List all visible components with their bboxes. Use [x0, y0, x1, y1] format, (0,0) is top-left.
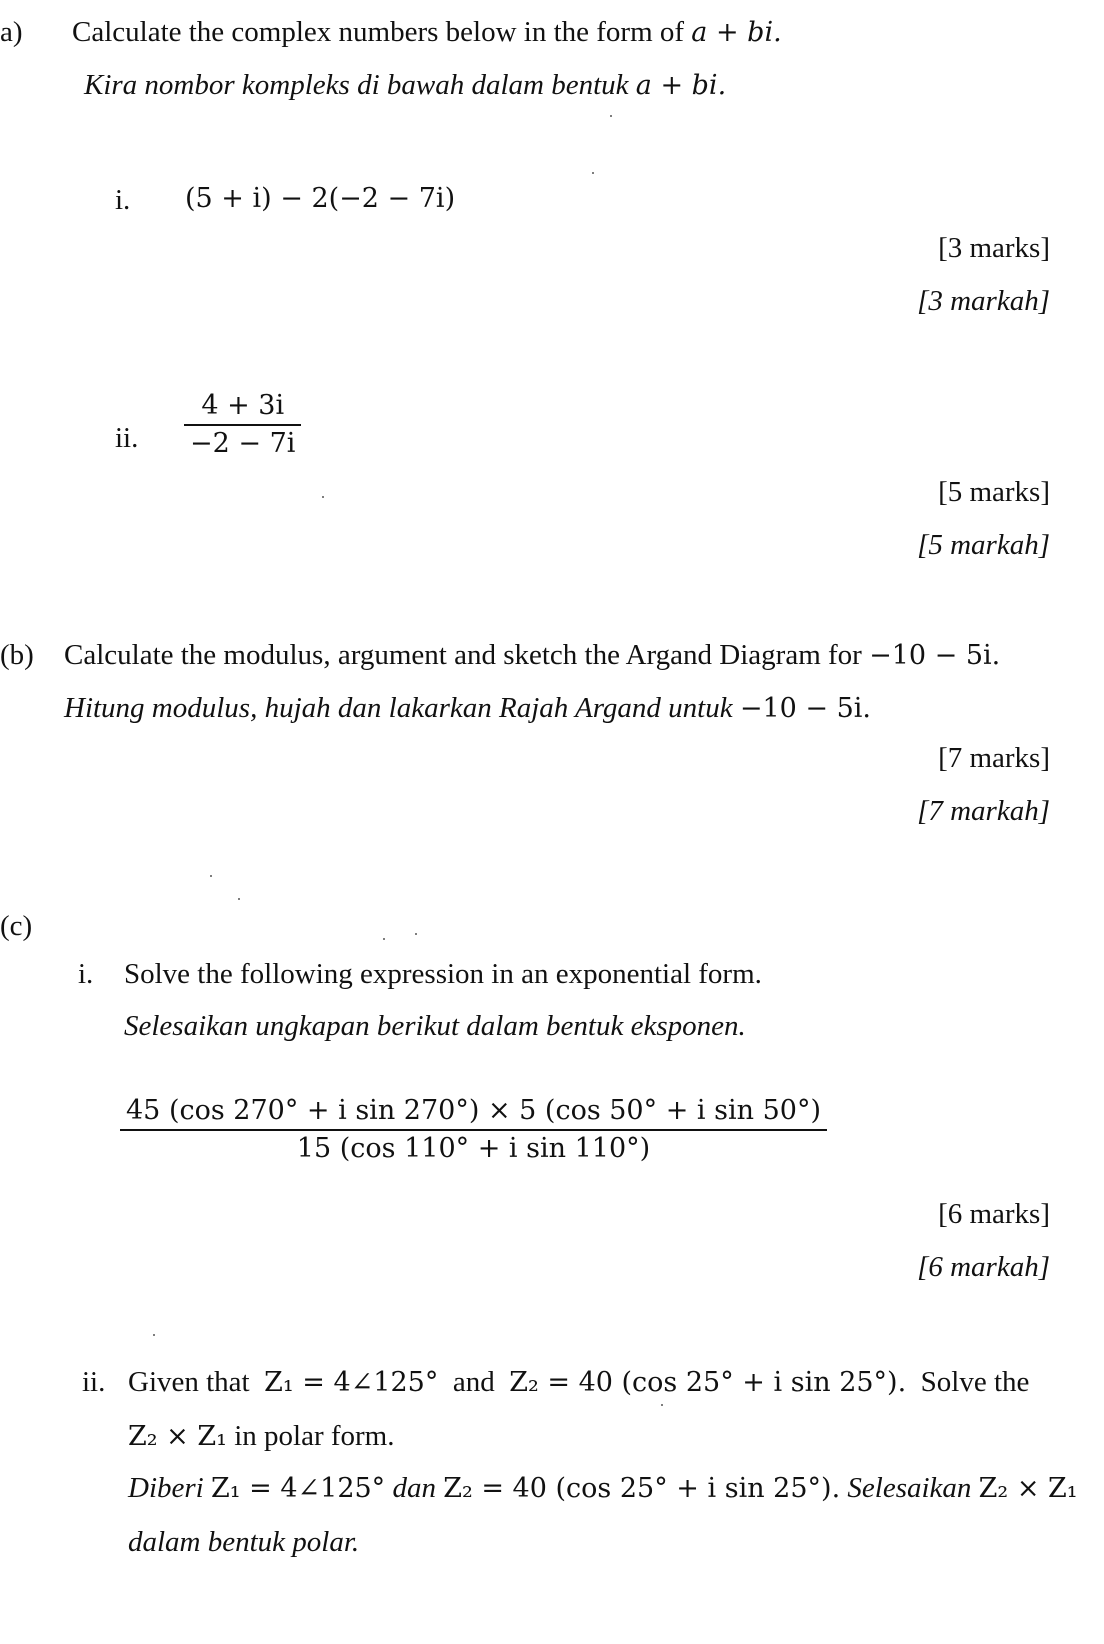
form-expression: a + bi. [635, 70, 727, 101]
scan-speck [322, 496, 324, 498]
part-c-label: (c) [0, 910, 33, 942]
part-c-i-marks-ms: [6 markah] [917, 1251, 1050, 1283]
part-c-ii-label: ii. [82, 1366, 106, 1398]
question-text: Kira nombor kompleks di bawah dalam bentuk [84, 69, 629, 101]
numerator: 4 + 3i [201, 390, 285, 421]
part-c-i-question-en: Solve the following expression in an exponential form. [124, 958, 762, 990]
part-c-ii-line4: dalam bentuk polar. [128, 1526, 360, 1558]
question-text: Calculate the complex numbers below in the form of [72, 16, 685, 48]
scan-speck [153, 1334, 155, 1336]
part-c-i-fraction [120, 1093, 827, 1167]
scan-speck [610, 115, 612, 117]
part-c-ii-line1 [128, 1364, 1029, 1401]
part-a-i-expression: (5 + i) − 2(−2 − 7i) [185, 183, 456, 214]
complex-number: −10 − 5i. [739, 693, 872, 724]
denominator: 15 (cos 110° + i sin 110°) [296, 1133, 651, 1164]
part-a-ii-label: ii. [115, 422, 139, 454]
part-b-question-en [64, 637, 1000, 674]
z2-expression: Z₂ = 40 (cos 25° + i sin 25°). [443, 1473, 841, 1504]
text-selesaikan: Selesaikan [847, 1472, 972, 1504]
denominator: −2 − 7i [190, 428, 296, 459]
part-a-ii-marks-en: [5 marks] [938, 476, 1050, 508]
part-b-question-ms [64, 690, 871, 727]
part-a-question-en [72, 14, 782, 51]
part-c-ii-line3 [128, 1470, 1078, 1507]
part-a-i-marks-en: [3 marks] [938, 232, 1050, 264]
z1-expression: Z₁ = 4∠125° [210, 1473, 386, 1504]
part-a-ii-marks-ms: [5 markah] [917, 529, 1050, 561]
numerator: 45 (cos 270° + i sin 270°) × 5 (cos 50° + i sin 50°) [126, 1095, 821, 1126]
product-expression: Z₂ × Z₁ [128, 1421, 227, 1452]
part-c-ii-line2 [128, 1418, 394, 1455]
scan-speck [210, 875, 212, 877]
scan-speck [661, 1404, 663, 1406]
part-a-i-marks-ms: [3 markah] [917, 285, 1050, 317]
z2-expression: Z₂ = 40 (cos 25° + i sin 25°). [509, 1367, 907, 1398]
form-expression: a + bi. [691, 17, 782, 48]
part-a-i-label: i. [115, 184, 131, 216]
scan-speck [415, 933, 417, 935]
part-a-ii-fraction [184, 388, 301, 462]
question-text: Hitung modulus, hujah dan lakarkan Rajah Argand untuk [64, 692, 733, 724]
text-and: and [452, 1366, 495, 1398]
part-c-i-label: i. [78, 958, 94, 990]
question-text: Calculate the modulus, argument and sketch the Argand Diagram for [64, 639, 862, 671]
text-polar: in polar form. [234, 1420, 395, 1452]
part-a-question-ms [84, 67, 726, 104]
text-given: Given that [128, 1366, 250, 1398]
scan-speck [592, 172, 594, 174]
part-b-marks-en: [7 marks] [938, 742, 1050, 774]
scan-speck [238, 898, 240, 900]
part-c-i-marks-en: [6 marks] [938, 1198, 1050, 1230]
text-dan: dan [392, 1472, 436, 1504]
part-a-label: a) [0, 16, 23, 48]
product-expression: Z₂ × Z₁ [978, 1473, 1078, 1504]
scan-speck [383, 938, 385, 940]
text-diberi: Diberi [128, 1472, 204, 1504]
text-solve: Solve the [920, 1366, 1030, 1398]
complex-number: −10 − 5i. [869, 640, 1001, 671]
part-b-label: (b) [0, 639, 34, 671]
part-c-i-question-ms: Selesaikan ungkapan berikut dalam bentuk eksponen. [124, 1010, 746, 1042]
part-b-marks-ms: [7 markah] [917, 795, 1050, 827]
z1-expression: Z₁ = 4∠125° [264, 1367, 439, 1398]
